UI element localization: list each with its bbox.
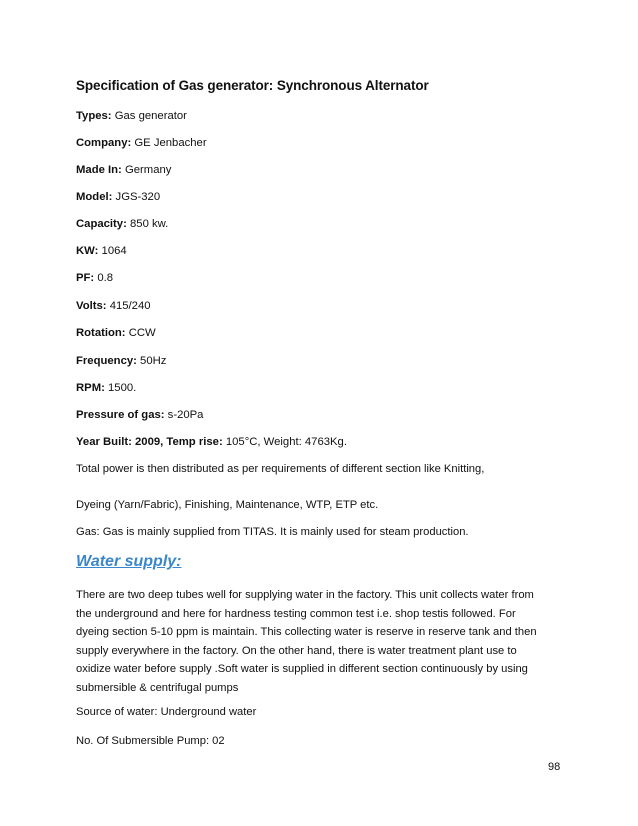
spec-value: 105°C, Weight: 4763Kg. [225,436,347,448]
spec-label: Year Built: 2009, Temp rise: [76,436,223,448]
spec-value: Germany [124,164,172,176]
power-distribution-text: Total power is then distributed as per requirements of different section like Knitting, [76,463,485,475]
spec-kw [76,245,127,257]
water-source-text: Source of water: Underground water [76,706,257,718]
spec-value: 0.8 [97,272,114,284]
spec-value: GE Jenbacher [134,137,207,149]
paragraph-line: submersible & centrifugal pumps [76,681,239,694]
paragraph-line: dyeing section 5-10 ppm is maintain. This collecting water is reserve in reserve tank and then [76,626,537,639]
spec-volts [76,300,151,312]
spec-made-in [76,164,171,176]
spec-value: s-20Pa [167,409,204,421]
spec-label: Types: [76,110,112,122]
spec-pressure [76,409,203,421]
page-number: 98 [548,761,561,773]
spec-label: Frequency: [76,355,137,367]
spec-label: Volts: [76,300,107,312]
spec-label: PF: [76,272,95,284]
spec-value: 1500. [108,382,137,394]
spec-label: KW: [76,245,99,257]
spec-value: 415/240 [109,300,151,312]
submersible-pump-count: No. Of Submersible Pump: 02 [76,735,225,747]
spec-label: Model: [76,191,113,203]
spec-rotation [76,327,156,339]
paragraph-line: the underground and here for hardness testing common test i.e. shop testis followed. For [76,607,516,620]
spec-value: Gas generator [114,110,187,122]
spec-year-built [76,436,347,448]
spec-types [76,110,187,122]
spec-value: JGS-320 [115,191,161,203]
spec-label: Pressure of gas: [76,409,165,421]
spec-model [76,191,160,203]
spec-label: Made In: [76,164,122,176]
paragraph-line: supply everywhere in the factory. On the other hand, there is water treatment plant use to [76,644,517,657]
gas-supply-text: Gas: Gas is mainly supplied from TITAS. It is mainly used for steam production. [76,526,469,538]
power-distribution-text-cont: Dyeing (Yarn/Fabric), Finishing, Maintenance, WTP, ETP etc. [76,499,379,511]
spec-value: CCW [128,327,156,339]
spec-label: Capacity: [76,218,127,230]
section-title-water-supply: Water supply: [76,553,182,570]
spec-capacity [76,218,168,230]
spec-value: 1064 [101,245,127,257]
page-heading: Specification of Gas generator: Synchronous Alternator [76,78,429,93]
water-supply-paragraph [76,586,566,698]
spec-value: 850 kw. [130,218,169,230]
spec-rpm [76,382,136,394]
spec-label: RPM: [76,382,105,394]
spec-company [76,137,207,149]
paragraph-line: There are two deep tubes well for supplying water in the factory. This unit collects water from [76,589,534,601]
spec-pf [76,272,113,284]
spec-label: Rotation: [76,327,126,339]
spec-frequency [76,355,166,367]
spec-label: Company: [76,137,132,149]
paragraph-line: oxidize water before supply .Soft water is supplied in different section continuously by using [76,663,528,676]
spec-value: 50Hz [140,355,167,367]
